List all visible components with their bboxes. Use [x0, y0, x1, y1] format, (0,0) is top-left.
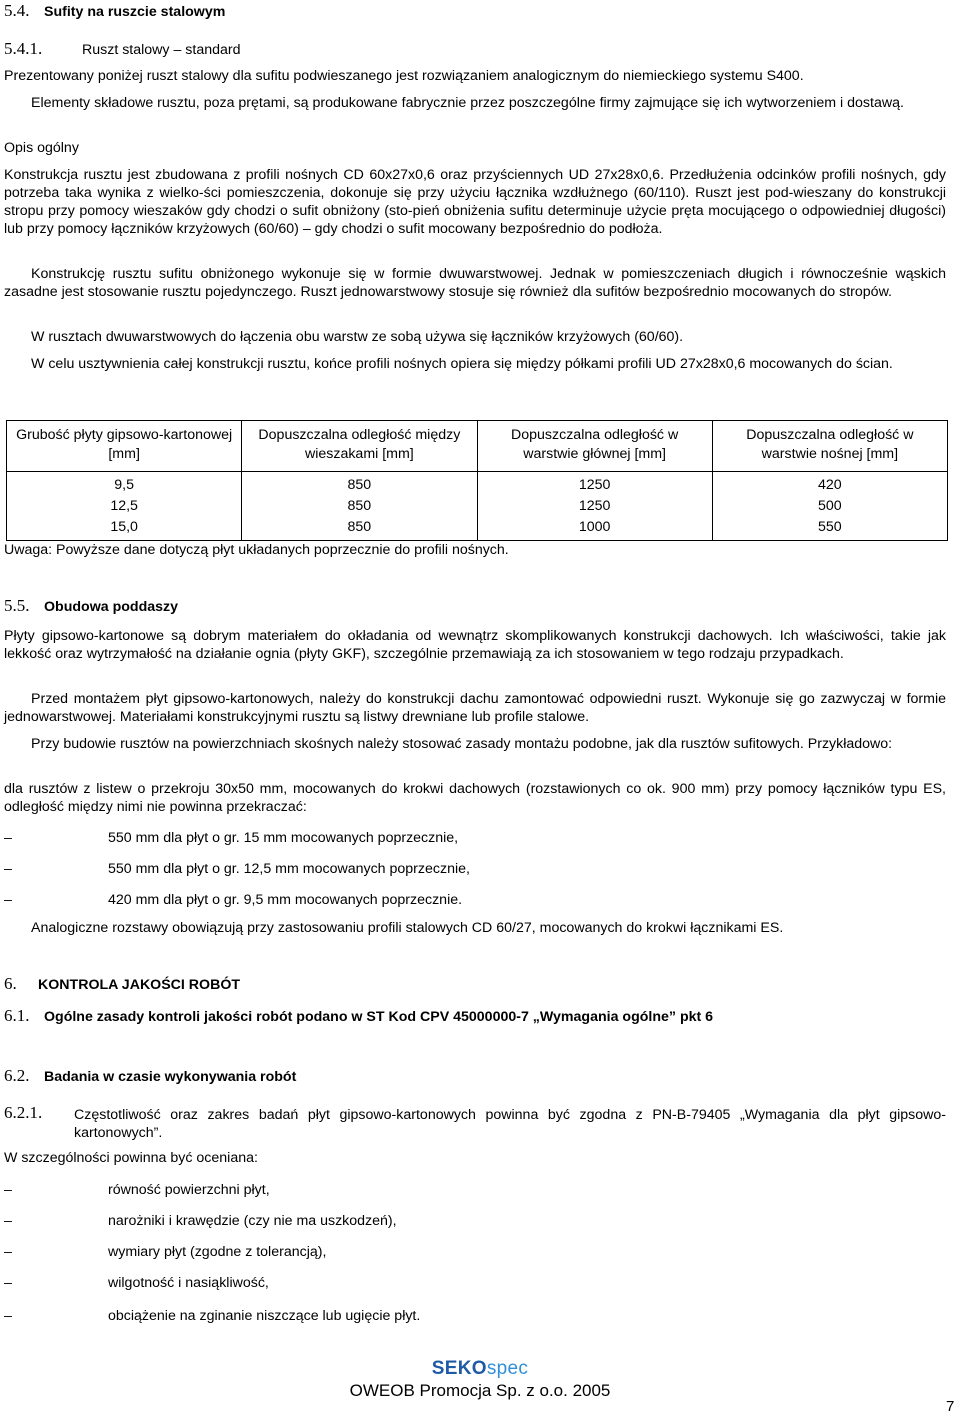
dash-bullet: [4, 1212, 108, 1230]
paragraph-elements: Elementy składowe rusztu, poza prętami, są produkowane fabrycznie przez poszczególne firmy zajmujące się ich wytworzeniem i dostawą.: [31, 95, 904, 111]
dash-bullet: [4, 891, 108, 909]
section-number: 5.5.: [4, 596, 30, 615]
list-item: [4, 1243, 326, 1261]
heading-6-1: [4, 1007, 713, 1026]
paragraph-plyty: Płyty gipsowo-kartonowe są dobrym materiałem do okładania od wewnątrz skomplikowanych konstrukcji dachowych. Ich właściwości, takie jak lekkość oraz wytrzymałość na działanie ognia (płyty GKF), szczególnie przemawiają za ich stosowaniem w tego rodzaju przypadkach.: [4, 628, 946, 662]
section-title: Obudowa poddaszy: [44, 599, 178, 615]
table-header-cell: Dopuszczalna odległość w warstwie nośnej [mm]: [712, 421, 947, 472]
logo-part: SEKO: [431, 1358, 487, 1379]
paragraph-intro: Prezentowany poniżej ruszt stalowy dla sufitu podwieszanego jest rozwiązaniem analogicznym do niemieckiego systemu S400.: [4, 68, 804, 84]
paragraph-budowa: Przy budowie rusztów na powierzchniach skośnych należy stosować zasady montażu podobne, jak dla rusztów sufitowych. Przykładowo:: [31, 736, 893, 752]
table-column-values: [712, 472, 947, 541]
section-number: 5.4.: [4, 1, 30, 20]
table-note: Uwaga: Powyższe dane dotyczą płyt układanych poprzecznie do profili nośnych.: [4, 542, 509, 558]
list-item-text: narożniki i krawędzie (czy nie ma uszkodzeń),: [108, 1213, 397, 1229]
table-header-cell: Grubość płyty gipsowo-kartonowej [mm]: [7, 421, 242, 472]
section-title: KONTROLA JAKOŚCI ROBÓT: [38, 977, 241, 993]
list-item: [4, 1212, 397, 1230]
section-number: 6.1.: [4, 1006, 30, 1025]
section-title: Sufity na ruszcie stalowym: [44, 4, 226, 20]
dash-bullet: [4, 1181, 108, 1199]
paragraph-szczegolnosci: W szczególności powinna być oceniana:: [4, 1150, 258, 1166]
paragraph-dwuwarstwowa: Konstrukcję rusztu sufitu obniżonego wykonuje się w formie dwuwarstwowej. Jednak w pomieszczeniach długich i równocześnie wąskich zasadne jest stosowanie rusztu pojedynczego. Ruszt jednowarstwowy stosuje się również dla sufitów bezpośrednio mocowanych do stropów.: [4, 266, 946, 300]
table-cell: 850: [347, 477, 372, 493]
heading-6-2: [4, 1067, 296, 1086]
heading-5-4: [4, 2, 225, 21]
section-number: 6.2.: [4, 1066, 30, 1085]
paragraph-6-2-1: Częstotliwość oraz zakres badań płyt gipsowo-kartonowych powinna być zgodna z PN-B-79405 „Wymagania dla płyt gipsowo-kartonowych”.: [74, 1107, 946, 1141]
table-header-cell: Dopuszczalna odległość między wieszakami [mm]: [242, 421, 477, 472]
section-title: Ogólne zasady kontroli jakości robót podano w ST Kod CPV 45000000-7 „Wymagania ogólne” pkt 6: [44, 1009, 714, 1025]
subheading-opis: Opis ogólny: [4, 140, 79, 156]
list-item-text: wymiary płyt (zgodne z tolerancją),: [108, 1244, 327, 1260]
table-header-row: [7, 421, 948, 472]
footer-company: OWEOB Promocja Sp. z o.o. 2005: [349, 1381, 611, 1400]
list-item: [4, 860, 470, 878]
table-cell: 1000: [578, 519, 611, 535]
paragraph-listwy: dla rusztów z listew o przekroju 30x50 mm, mocowanych do krokwi dachowych (rozstawionych co ok. 900 mm) przy pomocy łączników typu ES, odległość między nimi nie powinna przekraczać:: [4, 781, 946, 815]
list-item: [4, 1181, 270, 1199]
table-cell: 500: [818, 498, 842, 514]
list-item: [4, 1274, 269, 1292]
list-item: [4, 891, 462, 909]
spacing-table: [6, 420, 948, 541]
table-column-values: [7, 472, 242, 541]
dash-bullet: [4, 829, 108, 847]
heading-6: [4, 975, 240, 994]
list-item: [4, 1307, 420, 1325]
list-item: [4, 829, 458, 847]
heading-6-2-1-number: [4, 1104, 44, 1123]
table-column-values: [477, 472, 712, 541]
logo-part: spec: [486, 1358, 529, 1379]
list-item-text: 550 mm dla płyt o gr. 12,5 mm mocowanych poprzecznie,: [108, 861, 470, 877]
table-header-cell: Dopuszczalna odległość w warstwie głównej [mm]: [477, 421, 712, 472]
table-cell: 9,5: [114, 477, 134, 493]
dash-bullet: [4, 1243, 108, 1261]
section-number: 6.: [4, 974, 17, 993]
dash-bullet: [4, 1307, 108, 1325]
page-number: 7: [946, 1398, 955, 1415]
heading-5-5: [4, 597, 178, 616]
table-column-values: [242, 472, 477, 541]
table-cell: 550: [818, 519, 842, 535]
dash-bullet: [4, 860, 108, 878]
section-number: 6.2.1.: [4, 1103, 43, 1122]
table-values-row: [7, 472, 948, 541]
table-cell: 12,5: [110, 498, 138, 514]
paragraph-usztywnienie: W celu usztywnienia całej konstrukcji rusztu, końce profili nośnych opiera się między półkami profili UD 27x28x0,6 mocowanych do ścian.: [31, 356, 893, 372]
paragraph-lacznik: W rusztach dwuwarstwowych do łączenia obu warstw ze sobą używa się łączników krzyżowych (60/60).: [31, 329, 684, 345]
dash-bullet: [4, 1274, 108, 1292]
section-title: Ruszt stalowy – standard: [82, 42, 241, 58]
paragraph-analogiczne: Analogiczne rozstawy obowiązują przy zastosowaniu profili stalowych CD 60/27, mocowanych do krokwi łącznikami ES.: [31, 920, 784, 936]
table-cell: 1250: [578, 498, 611, 514]
paragraph-montaz: Przed montażem płyt gipsowo-kartonowych, należy do konstrukcji dachu zamontować odpowiedni ruszt. Wykonuje się go zazwyczaj w formie jednowarstwowej. Materiałami konstrukcyjnymi rusztu są listwy drewniane lub profile stalowe.: [4, 691, 946, 725]
sekospec-logo: [0, 1360, 960, 1378]
table-cell: 420: [818, 477, 842, 493]
heading-5-4-1: [4, 40, 241, 59]
table-cell: 850: [347, 498, 372, 514]
table-cell: 1250: [578, 477, 611, 493]
list-item-text: równość powierzchni płyt,: [108, 1182, 270, 1198]
table-cell: 850: [347, 519, 372, 535]
paragraph-konstrukcja: Konstrukcja rusztu jest zbudowana z profili nośnych CD 60x27x0,6 oraz przyściennych UD 27x28x0,6. Przedłużenia odcinków profili nośnych, gdy potrzeba taka wynika z wielko-ści pomieszczenia, dokonuje się przy użyciu łącznika wzdłużnego (60/110). Ruszt jest pod-wieszany do konstrukcji stropu przy pomocy wieszaków gdy chodzi o sufit obniżony (sto-pień obniżenia sufitu determinuje użycie pręta mocującego o odpowiedniej długości) lub przy pomocy łączników krzyżowych (60/60) – gdy chodzi o sufit mocowany bezpośrednio do podłoża.: [4, 167, 946, 237]
list-item-text: 550 mm dla płyt o gr. 15 mm mocowanych poprzecznie,: [108, 830, 459, 846]
table-cell: 15,0: [110, 519, 138, 535]
section-number: 5.4.1.: [4, 39, 43, 58]
section-title: Badania w czasie wykonywania robót: [44, 1069, 297, 1085]
list-item-text: wilgotność i nasiąkliwość,: [108, 1275, 269, 1291]
list-item-text: obciążenie na zginanie niszczące lub ugięcie płyt.: [108, 1308, 421, 1324]
list-item-text: 420 mm dla płyt o gr. 9,5 mm mocowanych poprzecznie.: [108, 892, 463, 908]
